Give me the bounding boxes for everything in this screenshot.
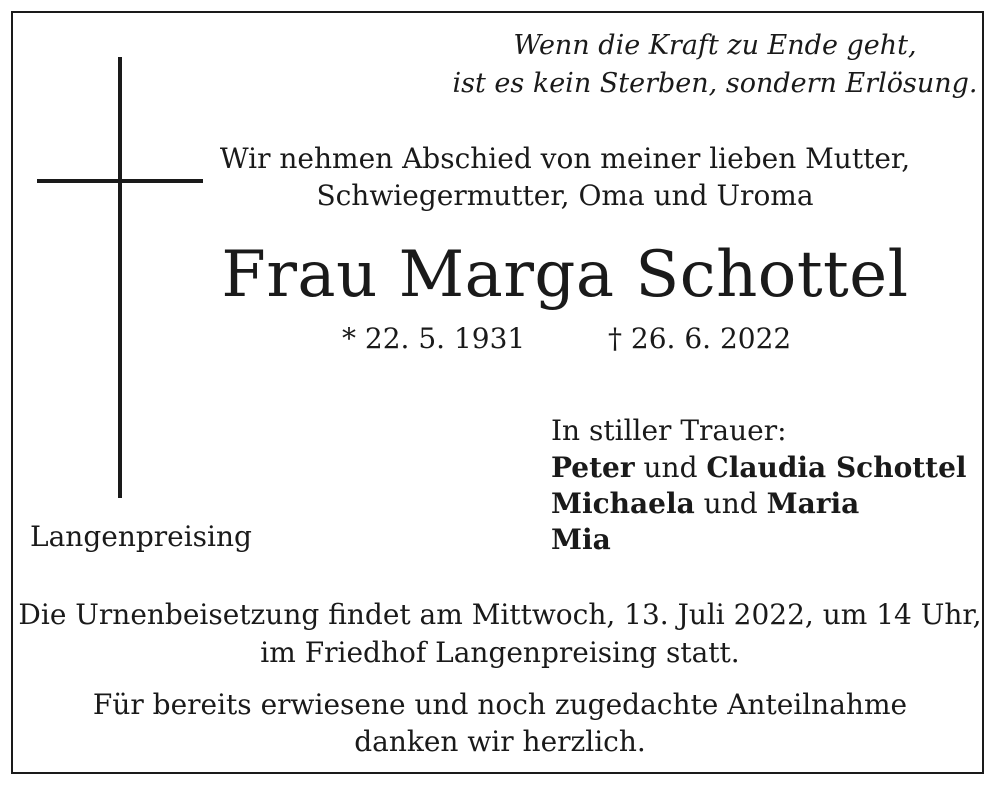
mourner-conjunction: und [634, 451, 707, 484]
death-date: † 26. 6. 2022 [608, 322, 792, 355]
mourners-row-1 [551, 451, 967, 484]
mourners-row-2 [551, 487, 859, 520]
funeral-line-1: Die Urnenbeisetzung findet am Mittwoch, 13. Juli 2022, um 14 Uhr, [18, 598, 982, 631]
mourner-name: Peter [551, 451, 635, 484]
place-name: Langenpreising [30, 520, 252, 553]
cross-icon-horizontal [37, 179, 203, 183]
intro-line-1: Wir nehmen Abschied von meiner lieben Mutter, [219, 142, 911, 175]
quote-line-2: ist es kein Sterben, sondern Erlösung. [452, 68, 978, 99]
cross-icon-vertical [118, 57, 122, 498]
funeral-line-2: im Friedhof Langenpreising statt. [260, 636, 740, 669]
mourner-name: Michaela [551, 487, 695, 520]
mourners-heading: In stiller Trauer: [551, 414, 787, 447]
mourner-name: Mia [551, 523, 611, 556]
mourner-name: Maria [766, 487, 860, 520]
mourners-row-3 [551, 523, 611, 556]
deceased-name: Frau Marga Schottel [221, 238, 909, 312]
thanks-line-2: danken wir herzlich. [354, 725, 646, 758]
intro-line-2: Schwiegermutter, Oma und Uroma [316, 179, 814, 212]
mourner-conjunction: und [694, 487, 767, 520]
thanks-line-1: Für bereits erwiesene und noch zugedachte Anteilnahme [92, 688, 908, 721]
birth-date: * 22. 5. 1931 [342, 322, 526, 355]
quote-line-1: Wenn die Kraft zu Ende geht, [513, 30, 917, 61]
mourner-name: Claudia Schottel [706, 451, 967, 484]
